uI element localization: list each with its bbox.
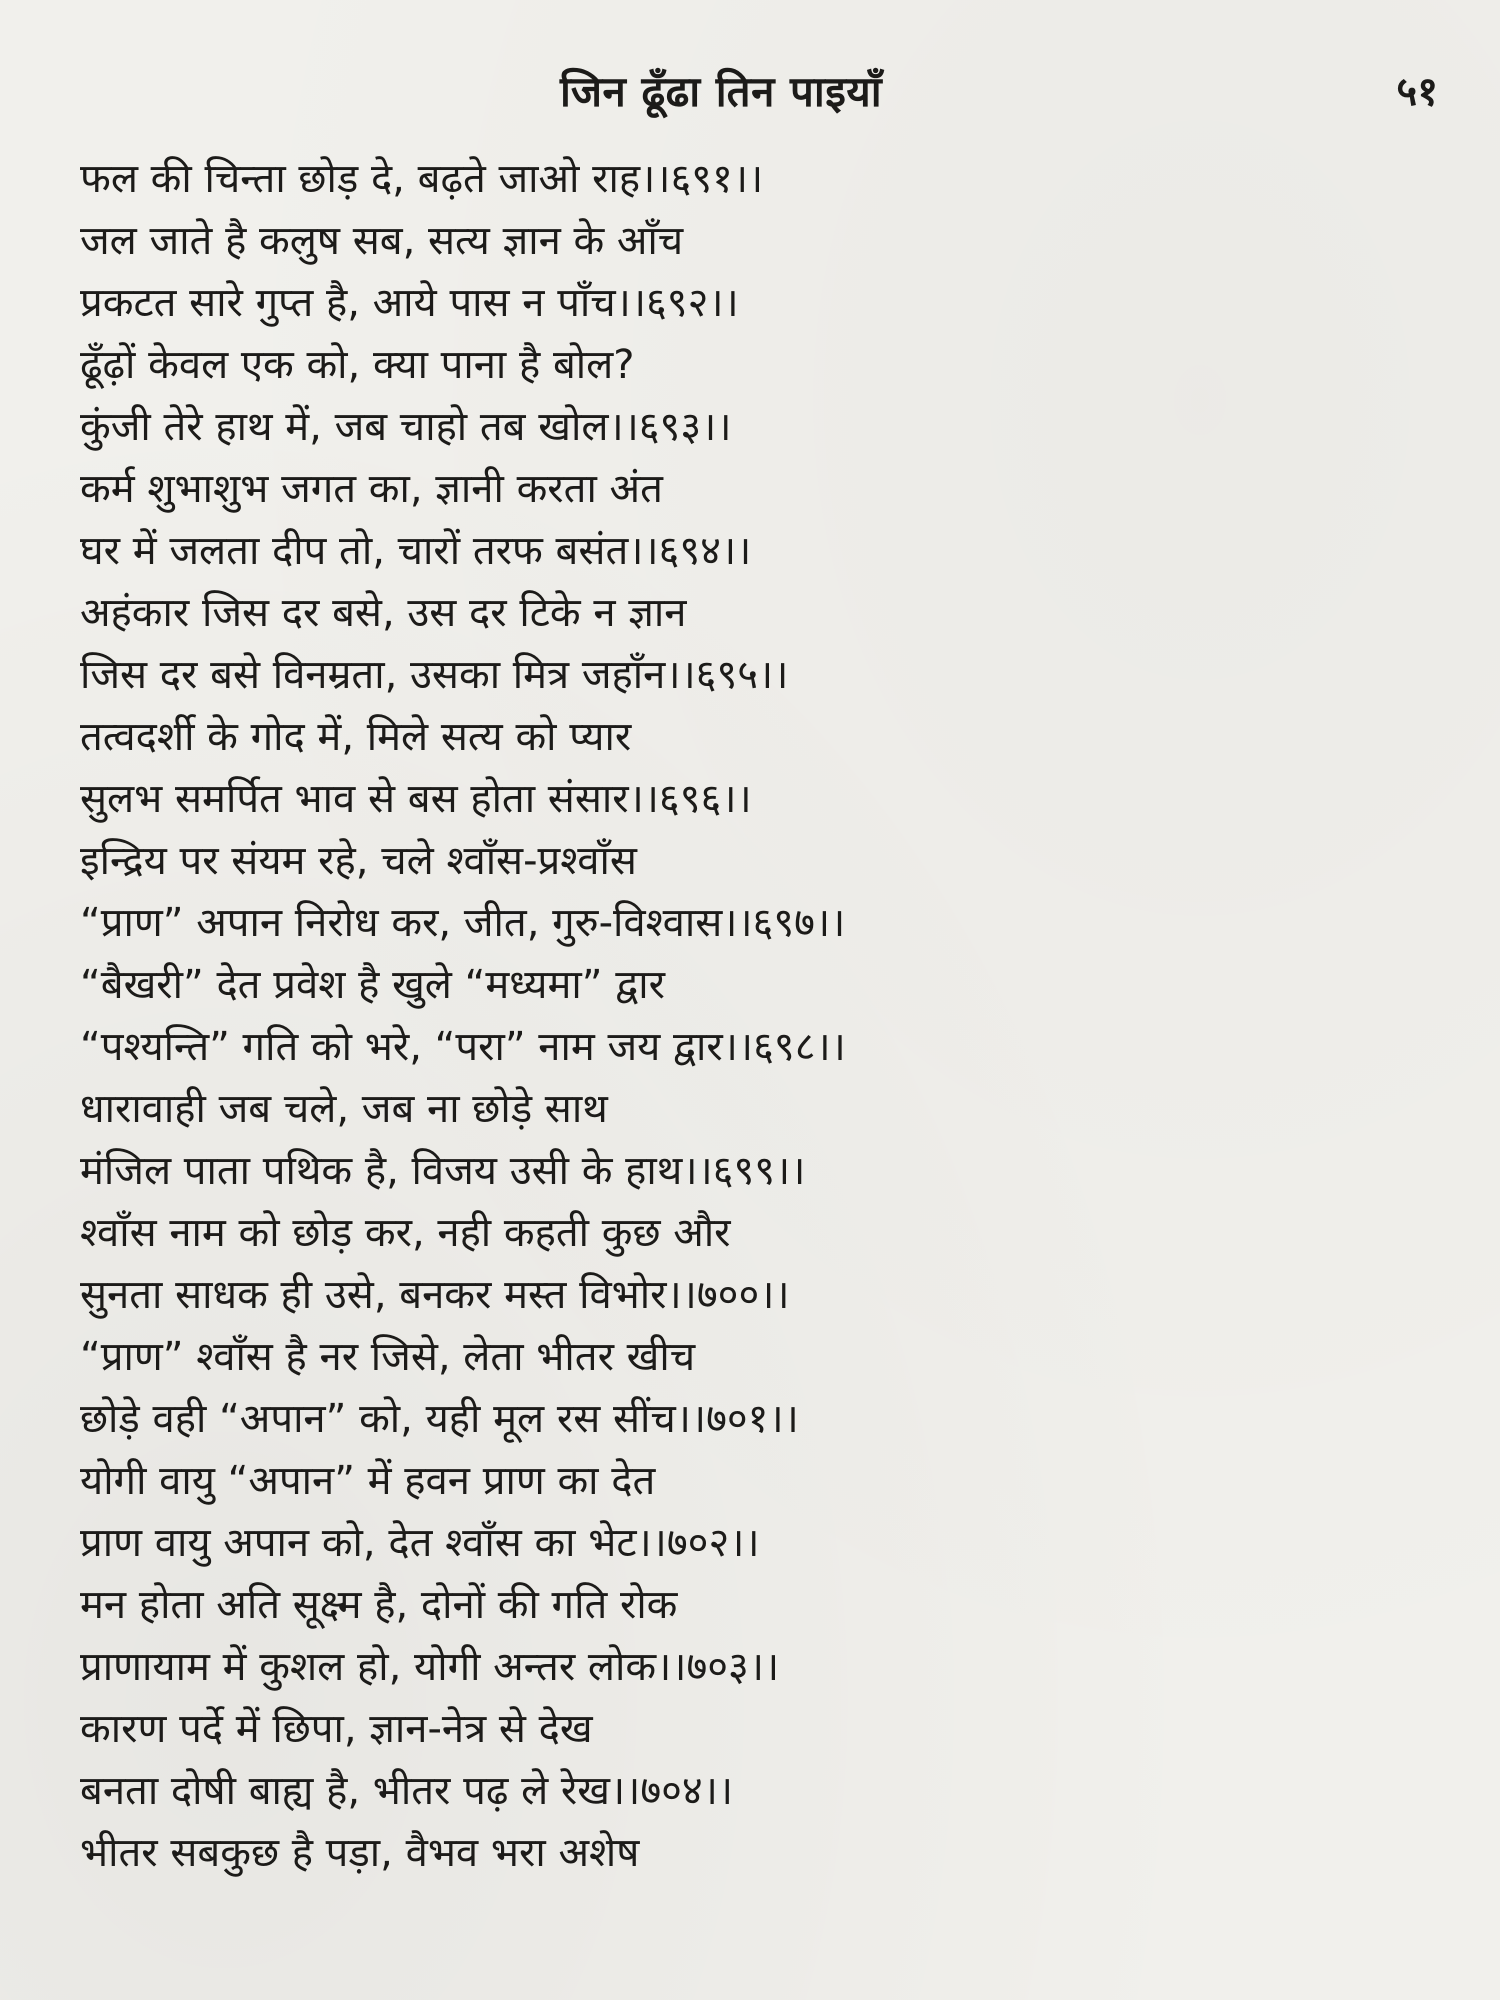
verse-line: “प्राण” श्वाँस है नर जिसे, लेता भीतर खीच (80, 1334, 696, 1380)
verse-line: घर में जलता दीप तो, चारों तरफ बसंत।।६९४।। (80, 528, 752, 574)
running-title: जिन ढूँढा तिन पाइयाँ (560, 67, 883, 116)
verse-line: धारावाही जब चले, जब ना छोड़े साथ (80, 1086, 608, 1132)
page-header (0, 62, 1500, 132)
verse-line: कर्म शुभाशुभ जगत का, ज्ञानी करता अंत (80, 466, 663, 512)
verse-line: तत्वदर्शी के गोद में, मिले सत्य को प्यार (80, 714, 632, 760)
verse-line: प्रकटत सारे गुप्त है, आये पास न पाँच।।६९२।। (80, 280, 739, 326)
verse-line: कुंजी तेरे हाथ में, जब चाहो तब खोल।।६९३।। (80, 404, 732, 450)
page-number: ५१ (1396, 69, 1438, 115)
verse-line: इन्द्रिय पर संयम रहे, चले श्वाँस-प्रश्वाँस (80, 838, 637, 884)
verse-list (80, 148, 1440, 1884)
verse-line: अहंकार जिस दर बसे, उस दर टिके न ज्ञान (80, 590, 687, 636)
verse-line: प्राणायाम में कुशल हो, योगी अन्तर लोक।।७०३।। (80, 1644, 780, 1690)
verse-line: सुनता साधक ही उसे, बनकर मस्त विभोर।।७००।। (80, 1272, 790, 1318)
verse-line: “बैखरी” देत प्रवेश है खुले “मध्यमा” द्वार (80, 962, 665, 1008)
verse-line: “प्राण” अपान निरोध कर, जीत, गुरु-विश्वास।।६९७।। (80, 900, 846, 946)
verse-line: कारण पर्दे में छिपा, ज्ञान-नेत्र से देख (80, 1706, 593, 1752)
verse-line: श्वाँस नाम को छोड़ कर, नही कहती कुछ और (80, 1210, 731, 1256)
verse-line: जिस दर बसे विनम्रता, उसका मित्र जहाँन।।६९५।। (80, 652, 789, 698)
verse-line: जल जाते है कलुष सब, सत्य ज्ञान के आँच (80, 218, 684, 264)
verse-line: सुलभ समर्पित भाव से बस होता संसार।।६९६।। (80, 776, 752, 822)
verse-line: ढूँढ़ों केवल एक को, क्या पाना है बोल? (80, 342, 635, 388)
verse-line: “पश्यन्ति” गति को भरे, “परा” नाम जय द्वार।।६९८।। (80, 1024, 846, 1070)
verse-line: मन होता अति सूक्ष्म है, दोनों की गति रोक (80, 1582, 678, 1628)
verse-line: प्राण वायु अपान को, देत श्वाँस का भेट।।७०२।। (80, 1520, 760, 1566)
verse-line: छोड़े वही “अपान” को, यही मूल रस सींच।।७०१।। (80, 1396, 799, 1442)
verse-line: बनता दोषी बाह्य है, भीतर पढ़ ले रेख।।७०४।। (80, 1768, 734, 1814)
verse-line: योगी वायु “अपान” में हवन प्राण का देत (80, 1458, 656, 1504)
verse-line: भीतर सबकुछ है पड़ा, वैभव भरा अशेष (80, 1830, 640, 1876)
verse-line: मंजिल पाता पथिक है, विजय उसी के हाथ।।६९९।। (80, 1148, 806, 1194)
verse-line: फल की चिन्ता छोड़ दे, बढ़ते जाओ राह।।६९१।। (80, 156, 764, 202)
